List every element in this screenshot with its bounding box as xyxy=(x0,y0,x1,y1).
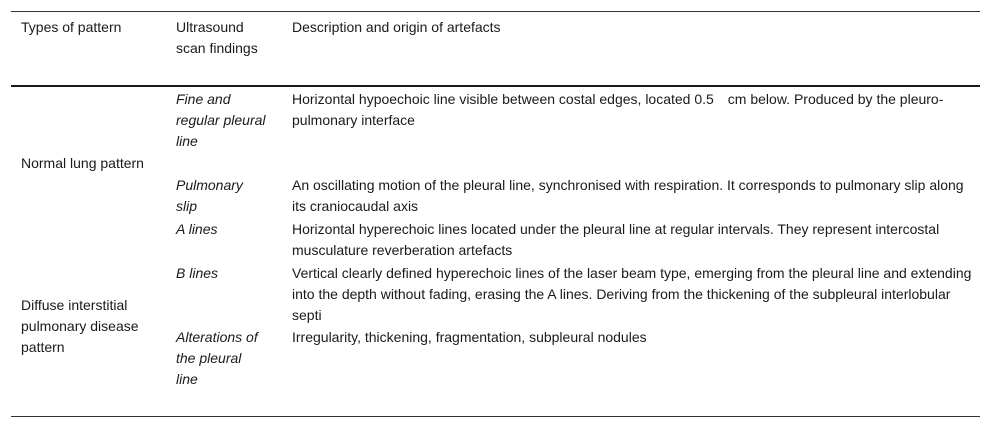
description-b-lines: Vertical clearly defined hyperechoic lines of the laser beam type, emerging from the pleural line and extending into the depth without fading, erasing the A lines. Deriving from the thickening of the subpleural interlobular septi xyxy=(292,265,972,323)
pattern-diffuse-interstitial: Diffuse interstitial pulmonary disease pattern xyxy=(21,297,139,355)
finding-pleural-line: Fine and regular pleural line xyxy=(176,91,266,149)
pattern-normal-lung: Normal lung pattern xyxy=(21,155,144,171)
description-pleural-line: Horizontal hypoechoic line visible between costal edges, located 0.5 cm below. Produced by the pleuro-pulmonary interface xyxy=(292,91,944,128)
header-divider xyxy=(11,85,980,87)
header-types-of-pattern: Types of pattern xyxy=(21,19,122,35)
finding-b-lines: B lines xyxy=(176,265,219,281)
ultrasound-findings-table xyxy=(11,11,980,417)
description-pleural-alterations: Irregularity, thickening, fragmentation, subpleural nodules xyxy=(292,329,647,345)
finding-a-lines: A lines xyxy=(176,221,218,237)
description-a-lines: Horizontal hyperechoic lines located under the pleural line at regular intervals. They represent intercostal musculature reverberation artefacts xyxy=(292,221,940,258)
header-description: Description and origin of artefacts xyxy=(292,19,501,35)
finding-pleural-alterations: Alterations of the pleural line xyxy=(176,329,258,387)
header-ultrasound-findings: Ultrasound scan findings xyxy=(176,19,258,56)
description-pulmonary-slip: An oscillating motion of the pleural line, synchronised with respiration. It corresponds to pulmonary slip along its craniocaudal axis xyxy=(292,177,964,214)
finding-pulmonary-slip: Pulmonary slip xyxy=(176,177,243,214)
